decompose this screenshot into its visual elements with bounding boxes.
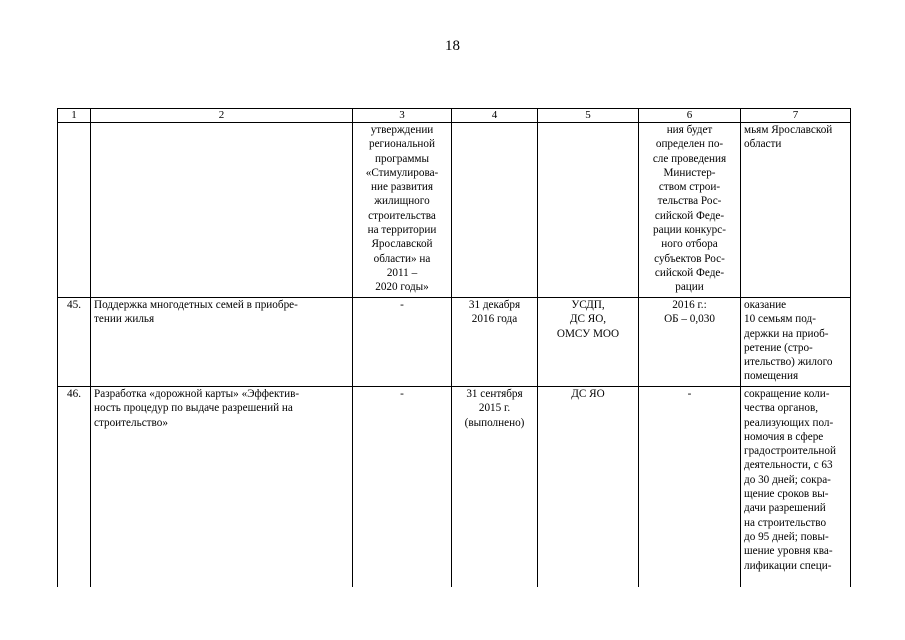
column-header: 6 <box>639 109 741 123</box>
measure-name: Поддержка многодетных семей в приобре- тении жилья <box>94 299 298 326</box>
result-text: сокращение коли- чества органов, реализующих пол- номочия в сфере градостроительной деятельности, с 63 до 30 дней; сокра- щение сроков вы- дачи разрешений на строительство до 95 дней; повы- шение уровня ква- лификации специ- <box>744 388 836 572</box>
row-number: 45. <box>67 299 81 311</box>
page-number: 18 <box>445 38 460 54</box>
responsible-text: ДС ЯО <box>571 388 605 400</box>
deadline-cell <box>452 123 538 298</box>
responsible-cell <box>538 123 639 298</box>
column-header: 4 <box>452 109 538 123</box>
table-row <box>58 123 851 298</box>
row-number: 46. <box>67 388 81 400</box>
responsible-text: УСДП, ДС ЯО, ОМСУ МОО <box>556 299 620 340</box>
basis-cell <box>353 123 452 298</box>
basis-cell <box>353 387 452 588</box>
row-number-cell <box>58 387 91 588</box>
measure-name-cell <box>91 298 353 387</box>
deadline-cell <box>452 387 538 588</box>
funding-cell <box>639 387 741 588</box>
column-header: 3 <box>353 109 452 123</box>
column-header: 2 <box>91 109 353 123</box>
deadline-text: 31 декабря 2016 года <box>468 299 521 326</box>
table-row <box>58 387 851 588</box>
result-cell <box>741 387 851 588</box>
result-text: оказание 10 семьям под- держки на приоб- ретение (стро- ительство) жилого помещения <box>744 299 833 383</box>
column-header: 5 <box>538 109 639 123</box>
basis-text: - <box>400 388 404 400</box>
responsible-cell <box>538 387 639 588</box>
basis-text: утверждении региональной программы «Стимулирова- ние развития жилищного строительства на территории Ярославской области» на 2011 – 2020 годы» <box>365 124 439 294</box>
basis-text: - <box>400 299 404 311</box>
deadline-text: 31 сентября 2015 г. (выполнено) <box>464 388 525 429</box>
funding-text: ния будет определен по- сле проведения Министер- ством строи- тельства Рос- сийской Феде- рации конкурс- ного отбора субъектов Рос- сийской Феде- рации <box>652 124 727 294</box>
row-number-cell <box>58 298 91 387</box>
funding-cell <box>639 298 741 387</box>
funding-text: - <box>687 388 692 400</box>
table-header-row <box>58 109 851 123</box>
measures-table <box>57 108 851 587</box>
result-cell <box>741 123 851 298</box>
measure-name: Разработка «дорожной карты» «Эффектив- ность процедур по выдаче разрешений на строительство» <box>94 388 300 429</box>
responsible-cell <box>538 298 639 387</box>
funding-cell <box>639 123 741 298</box>
deadline-cell <box>452 298 538 387</box>
column-header: 1 <box>58 109 91 123</box>
column-header: 7 <box>741 109 851 123</box>
result-cell <box>741 298 851 387</box>
measure-name-cell <box>91 123 353 298</box>
table-row <box>58 298 851 387</box>
funding-text: 2016 г.: ОБ – 0,030 <box>664 299 715 326</box>
measure-name-cell <box>91 387 353 588</box>
result-text: мьям Ярославской области <box>744 124 833 151</box>
basis-cell <box>353 298 452 387</box>
row-number-cell <box>58 123 91 298</box>
